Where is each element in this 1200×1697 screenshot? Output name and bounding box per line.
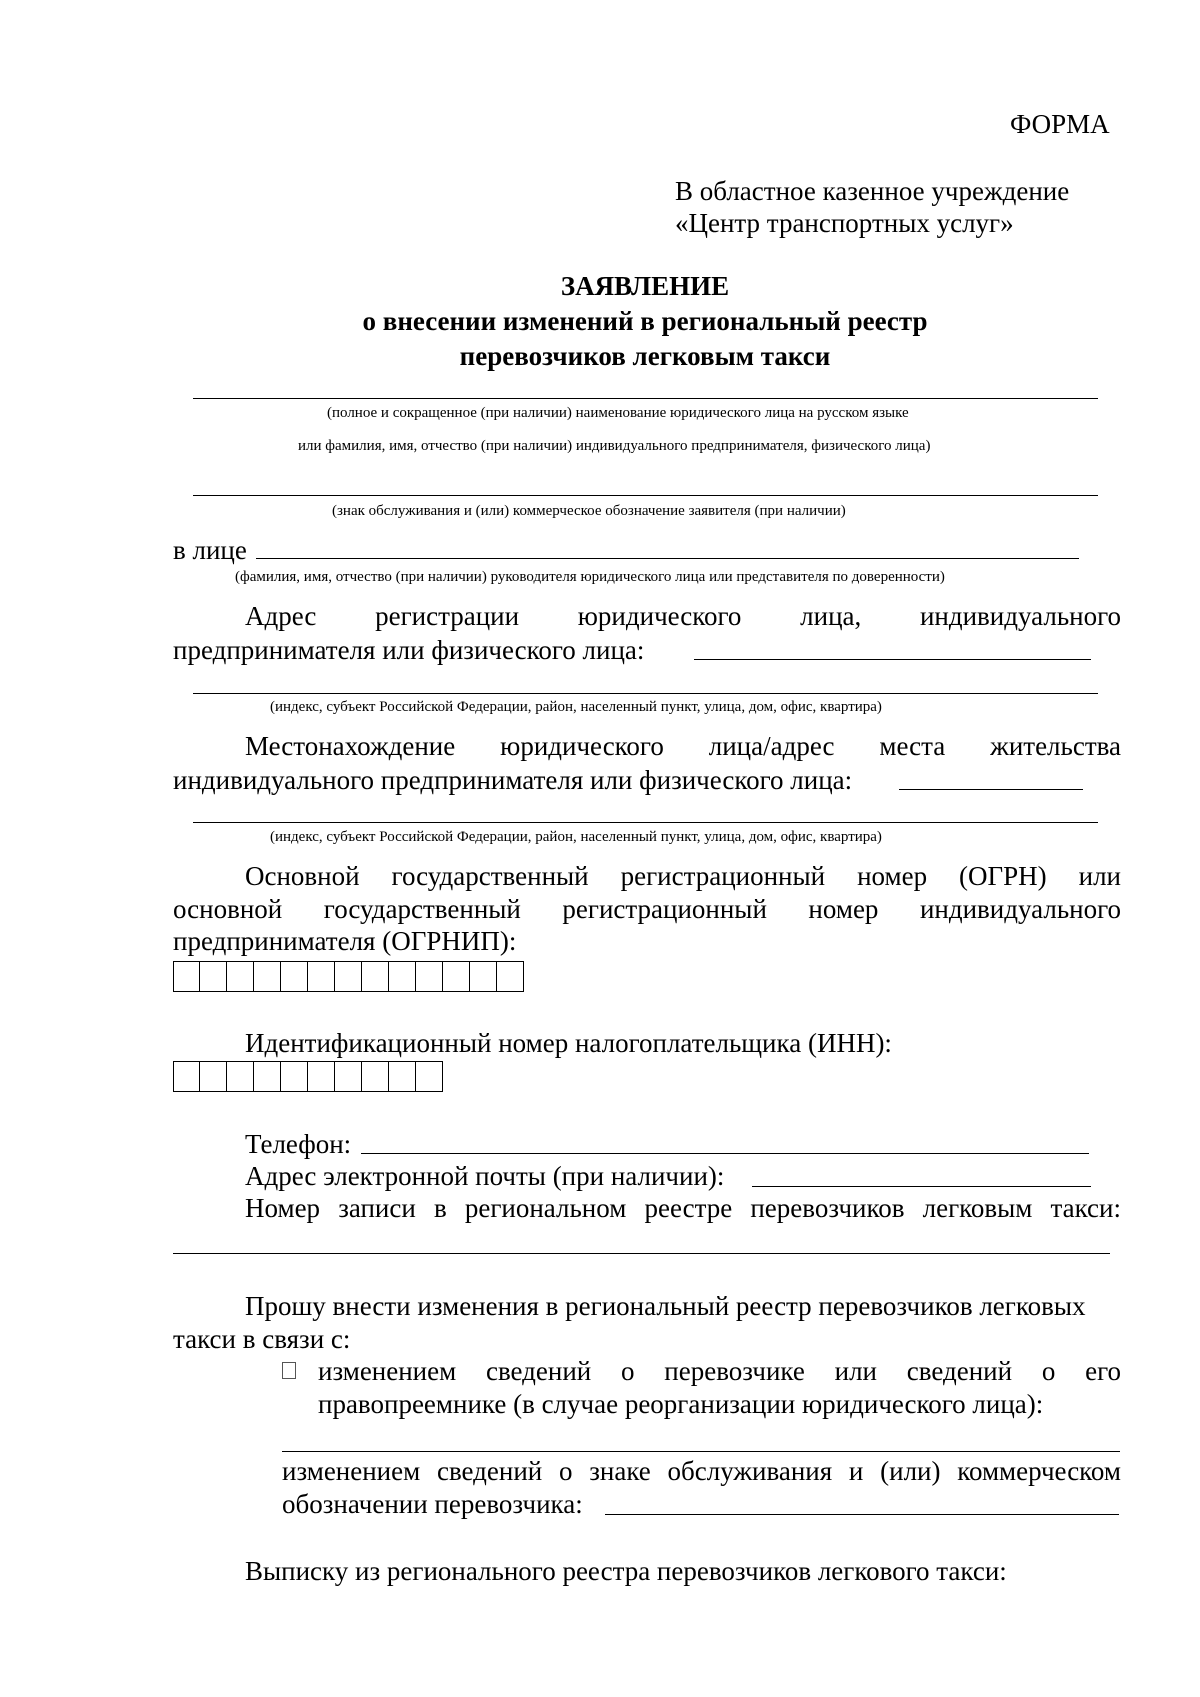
ogrn-cells[interactable] xyxy=(173,961,524,992)
form-label: ФОРМА xyxy=(1010,109,1110,139)
email-label: Адрес электронной почты (при наличии): xyxy=(245,1161,725,1191)
document-subtitle-1: о внесении изменений в региональный реестр xyxy=(362,306,928,336)
applicant-name-caption-2: или фамилия, имя, отчество (при наличии) индивидуального предпринимателя, физического лица) xyxy=(298,438,931,454)
request-intro-1: Прошу внести изменения в региональный реестр перевозчиков легковых xyxy=(245,1291,1086,1321)
location-line[interactable] xyxy=(193,822,1098,823)
reg-address-caption: (индекс, субъект Российской Федерации, район, населенный пункт, улица, дом, офис, квартира) xyxy=(270,699,882,715)
reg-address-inline-line[interactable] xyxy=(694,659,1091,660)
inn-digit-cell[interactable] xyxy=(362,1061,389,1092)
ogrn-digit-cell[interactable] xyxy=(281,961,308,992)
option-1-label-1: изменением сведений о перевозчике или сведений о его xyxy=(318,1356,1121,1386)
location-inline-line[interactable] xyxy=(899,789,1083,790)
ogrn-label-1: Основной государственный регистрационный номер (ОГРН) или xyxy=(245,861,1121,891)
inn-digit-cell[interactable] xyxy=(335,1061,362,1092)
location-label-2: индивидуального предпринимателя или физического лица: xyxy=(173,765,853,795)
option-2-label-1: изменением сведений о знаке обслуживания и (или) коммерческом xyxy=(282,1456,1121,1486)
inn-digit-cell[interactable] xyxy=(416,1061,443,1092)
ogrn-digit-cell[interactable] xyxy=(173,961,200,992)
inn-digit-cell[interactable] xyxy=(389,1061,416,1092)
ogrn-digit-cell[interactable] xyxy=(470,961,497,992)
inn-digit-cell[interactable] xyxy=(281,1061,308,1092)
request-intro-2: такси в связи с: xyxy=(173,1324,351,1354)
trademark-line[interactable] xyxy=(193,495,1098,496)
ogrn-label-3: предпринимателя (ОГРНИП): xyxy=(173,926,517,956)
inn-digit-cell[interactable] xyxy=(308,1061,335,1092)
inn-label: Идентификационный номер налогоплательщика (ИНН): xyxy=(245,1028,892,1058)
ogrn-digit-cell[interactable] xyxy=(200,961,227,992)
applicant-name-caption-1: (полное и сокращенное (при наличии) наименование юридического лица на русском языке xyxy=(327,405,909,421)
option-2-label-2: обозначении перевозчика: xyxy=(282,1489,583,1519)
reg-address-line[interactable] xyxy=(193,693,1098,694)
location-label-1: Местонахождение юридического лица/адрес места жительства xyxy=(245,731,1121,761)
ogrn-digit-cell[interactable] xyxy=(443,961,470,992)
ogrn-digit-cell[interactable] xyxy=(335,961,362,992)
reg-address-label-1: Адрес регистрации юридического лица, индивидуального xyxy=(245,601,1121,631)
inn-cells[interactable] xyxy=(173,1061,443,1092)
trademark-caption: (знак обслуживания и (или) коммерческое обозначение заявителя (при наличии) xyxy=(332,503,846,519)
addressee-line-2: «Центр транспортных услуг» xyxy=(675,208,1014,238)
ogrn-digit-cell[interactable] xyxy=(362,961,389,992)
inn-digit-cell[interactable] xyxy=(173,1061,200,1092)
phone-input-line[interactable] xyxy=(361,1153,1089,1154)
ogrn-digit-cell[interactable] xyxy=(254,961,281,992)
addressee-line-1: В областное казенное учреждение xyxy=(675,176,1070,206)
location-caption: (индекс, субъект Российской Федерации, район, населенный пункт, улица, дом, офис, квартира) xyxy=(270,829,882,845)
representative-line[interactable] xyxy=(256,558,1079,559)
option-1-checkbox[interactable] xyxy=(282,1362,296,1379)
reg-address-label-2: предпринимателя или физического лица: xyxy=(173,635,645,665)
inn-digit-cell[interactable] xyxy=(227,1061,254,1092)
option-1-line[interactable] xyxy=(282,1451,1120,1452)
applicant-name-line[interactable] xyxy=(193,398,1098,399)
ogrn-digit-cell[interactable] xyxy=(497,961,524,992)
registry-record-line[interactable] xyxy=(173,1253,1110,1254)
inn-digit-cell[interactable] xyxy=(200,1061,227,1092)
in-person-label: в лице xyxy=(173,535,247,565)
ogrn-label-2: основной государственный регистрационный номер индивидуального xyxy=(173,894,1121,924)
email-input-line[interactable] xyxy=(752,1186,1091,1187)
ogrn-digit-cell[interactable] xyxy=(416,961,443,992)
inn-digit-cell[interactable] xyxy=(254,1061,281,1092)
document-title: ЗАЯВЛЕНИЕ xyxy=(560,271,730,301)
phone-label: Телефон: xyxy=(245,1129,352,1159)
option-1-label-2: правопреемнике (в случае реорганизации юридического лица): xyxy=(318,1389,1044,1419)
extract-label: Выписку из регионального реестра перевозчиков легкового такси: xyxy=(245,1556,1007,1586)
option-2-line[interactable] xyxy=(605,1514,1119,1515)
registry-record-label: Номер записи в региональном реестре перевозчиков легковым такси: xyxy=(245,1193,1121,1223)
representative-caption: (фамилия, имя, отчество (при наличии) руководителя юридического лица или представителя по доверенности) xyxy=(235,569,945,585)
ogrn-digit-cell[interactable] xyxy=(389,961,416,992)
document-subtitle-2: перевозчиков легковым такси xyxy=(459,341,831,371)
ogrn-digit-cell[interactable] xyxy=(227,961,254,992)
ogrn-digit-cell[interactable] xyxy=(308,961,335,992)
